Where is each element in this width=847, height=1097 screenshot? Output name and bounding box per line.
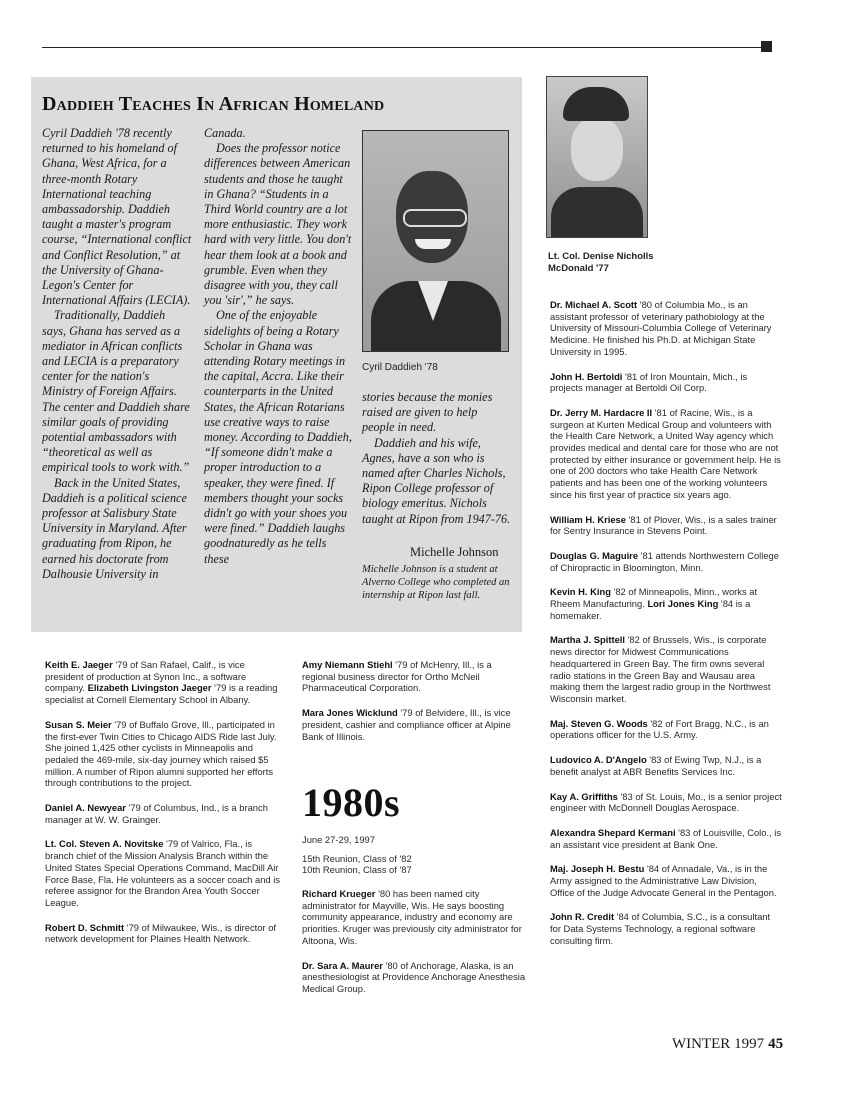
class-note: Amy Niemann Stiehl '79 of McHenry, Ill., is a regional business director for Ortho McNeil Pharmaceutical Corporation. [302,659,492,694]
class-note: Dr. Michael A. Scott '80 of Columbia Mo., is an assistant professor of veterinary pathobiology at the University of Missouri-Columbia College of Veterinary Medicine. He finished his Ph.D. at Michigan State University in 1995. [550,299,772,357]
reunion-info [302,834,526,876]
caption-line: Lt. Col. Denise Nicholls [548,251,654,262]
reunion-line: 15th Reunion, Class of '82 [302,852,412,864]
class-notes-column-2 [302,659,526,755]
reunion-line: 10th Reunion, Class of '87 [302,864,412,876]
top-rule [42,47,762,48]
author-bio: Michelle Johnson is a student at Alverno College who completed an internship at Ripon last fall. [362,564,510,601]
reunion-date: June 27-29, 1997 [302,834,375,845]
class-note: Dr. Sara A. Maurer '80 of Anchorage, Alaska, is an anesthesiologist at Providence Anchorage Anesthesia Medical Group. [302,959,526,994]
class-note: Maj. Joseph H. Bestu '84 of Annadale, Va., is in the Army assigned to the Administrative Law Division, Office of the Judge Advocate General in the Pentagon. [550,863,777,898]
paragraph: Canada. [204,126,246,140]
author-byline: Michelle Johnson [410,545,499,559]
paragraph: Cyril Daddieh '78 recently returned to his homeland of Ghana, West Africa, for a three-month Rotary International teaching ambassadorship. Daddieh taught a master's program course, “International conflict and Conflict Resolution,” at the University of Ghana-Legon's Center for International Affairs (LECIA). [42,126,192,308]
class-note: Kevin H. King '82 of Minneapolis, Minn., works at Rheem Manufacturing. Lori Jones King '84 is a homemaker. [550,586,758,621]
class-note: Lt. Col. Steven A. Novitske '79 of Valrico, Fla., is branch chief of the Mission Analysis Branch within the United States Special Operations Command, MacDill Air Force Base, Fla. He volunteers as a soccer coach and is referee assignor for the Brandon Area Youth Soccer League. [45,838,281,908]
caption-line: McDonald '77 [548,263,609,274]
page-number: 45 [768,1036,784,1052]
decade-heading: 1980s [302,780,401,825]
class-note: Susan S. Meier '79 of Buffalo Grove, Ill., participated in the first-ever Twin Cities to Chicago AIDS Ride last July. She joined 1,425 other cyclists in Minneapolis and pedaled the 469-mile, six-day journey which raised $5 million. A number of Ripon alumni supported her efforts through contributions to the project. [45,718,277,789]
class-note: Martha J. Spittell '82 of Brussels, Wis., is corporate news director for Midwest Communications headquartered in Green Bay. The firm owns several radio stations in the Green Bay and Wausau area making them the largest radio group in the Northwest Wisconsin market. [550,634,771,704]
photo-face [571,117,623,181]
paragraph: stories because the monies raised are given to help people in need. [362,390,493,435]
paragraph: Traditionally, Daddieh says, Ghana has served as a mediator in African conflicts and LECIA is a preparatory center for the nation's Ministry of Foreign Affairs. The center and Daddieh share similar goals of providing potential ambassadors with “theoretical as well as empirical tools to work with.” [42,308,190,475]
photo-smile [415,239,451,249]
class-note: John R. Credit '84 of Columbia, S.C., is a consultant for Data Systems Technology, a regional software consulting firm. [550,911,771,946]
daddieh-portrait-photo [362,130,509,352]
feature-column-2 [204,126,352,567]
class-note: Mara Jones Wicklund '79 of Belvidere, Ill., is vice president, cashier and compliance officer at Alpine Bank of Illinois. [302,707,511,742]
class-note: Douglas G. Maguire '81 attends Northwestern College of Chiropractic in Bloomington, Minn. [550,549,779,573]
mcdonald-photo-caption [548,251,654,275]
class-notes-column-3 [550,299,782,960]
rule-square-ornament [761,41,772,52]
paragraph: Daddieh and his wife, Agnes, have a son who is named after Charles Nichols, Ripon College professor of biology emeritus. Nichols taught at Ripon from 1947-76. [362,435,511,526]
class-note: John H. Bertoldi '81 of Iron Mountain, Mich., is projects manager at Bertoldi Oil Corp. [550,370,748,394]
photo-caption: Cyril Daddieh '78 [362,362,438,373]
photo-uniform [551,187,643,238]
photo-glasses [403,209,467,227]
paragraph: Back in the United States, Daddieh is a political science professor at Salisbury State University in Maryland. After graduating from Ripon, he earned his doctorate from Dalhousie University in [42,475,187,581]
feature-headline: Daddieh Teaches In African Homeland [42,93,385,115]
photo-military-cap [563,87,629,121]
mcdonald-portrait-photo [546,76,648,238]
paragraph: One of the enjoyable sidelights of being a Rotary Scholar in Ghana was attending Rotary meetings in the capital, Accra. Like their counterparts in the United States, the African Rotarians use creative ways to raise money. According to Daddieh, “If someone didn't make a proper introduction to a speaker, they were fined. If members thought your socks didn't go with your shoes you were fined.” Daddieh laughs goodnaturedly as he tells these [204,308,352,566]
class-note: Maj. Steven G. Woods '82 of Fort Bragg, N.C., is an operations officer for the U.S. Army. [550,717,769,741]
class-note: Keith E. Jaeger '79 of San Rafael, Calif., is vice president of production at Synon Inc., a software company. Elizabeth Livingston Jaeger '79 is a reading specialist at Cornell Elementary School in Albany. [45,659,278,706]
class-note: Daniel A. Newyear '79 of Columbus, Ind., is a branch manager at W. W. Grainger. [45,802,268,825]
class-notes-column-2-lower [302,888,526,1008]
paragraph: Does the professor notice differences between American students and those he taught in Ghana? “Students in a Third World country are a lot more enthusiastic. They work hard with very little. You don't hear them look at a book and grumble. Even when they disagree with you, they call you 'sir',” he says. [204,141,352,308]
class-note: Kay A. Griffiths '83 of St. Louis, Mo., is a senior project engineer with McDonnell Douglas Aerospace. [550,790,782,814]
class-note: William H. Kriese '81 of Plover, Wis., is a sales trainer for Sentry Insurance in Stevens Point. [550,513,777,537]
class-note: Robert D. Schmitt '79 of Milwaukee, Wis., is director of network development for Plaines Health Network. [45,921,277,945]
class-note: Alexandra Shepard Kermani '83 of Louisville, Colo., is an assistant vice president at Bank One. [550,826,782,850]
page-footer [672,1036,783,1053]
class-notes-column-1 [45,659,280,958]
feature-column-3 [362,390,512,527]
class-note: Ludovico A. D'Angelo '83 of Ewing Twp, N.J., is a benefit analyst at ABR Benefits Services Inc. [550,754,762,777]
issue-label: WINTER 1997 [672,1036,765,1052]
class-note: Richard Krueger '80 has been named city administrator for Mayville, Wis. He says boosting community appearance, industry and economy are priorities. Kruger was previously city administrator for Altoona, Wis. [302,888,522,946]
class-note: Dr. Jerry M. Hardacre II '81 of Racine, Wis., is a surgeon at Kurten Medical Group and volunteers with the Health Care Network, a United Way agency which provides medical and dental care for those who are not protected by either insurance or government help. He is one of 200 doctors who take Health Care Network patients and has been one of the working volunteers since his first year of practice six years ago. [550,406,781,500]
feature-column-1 [42,126,192,582]
